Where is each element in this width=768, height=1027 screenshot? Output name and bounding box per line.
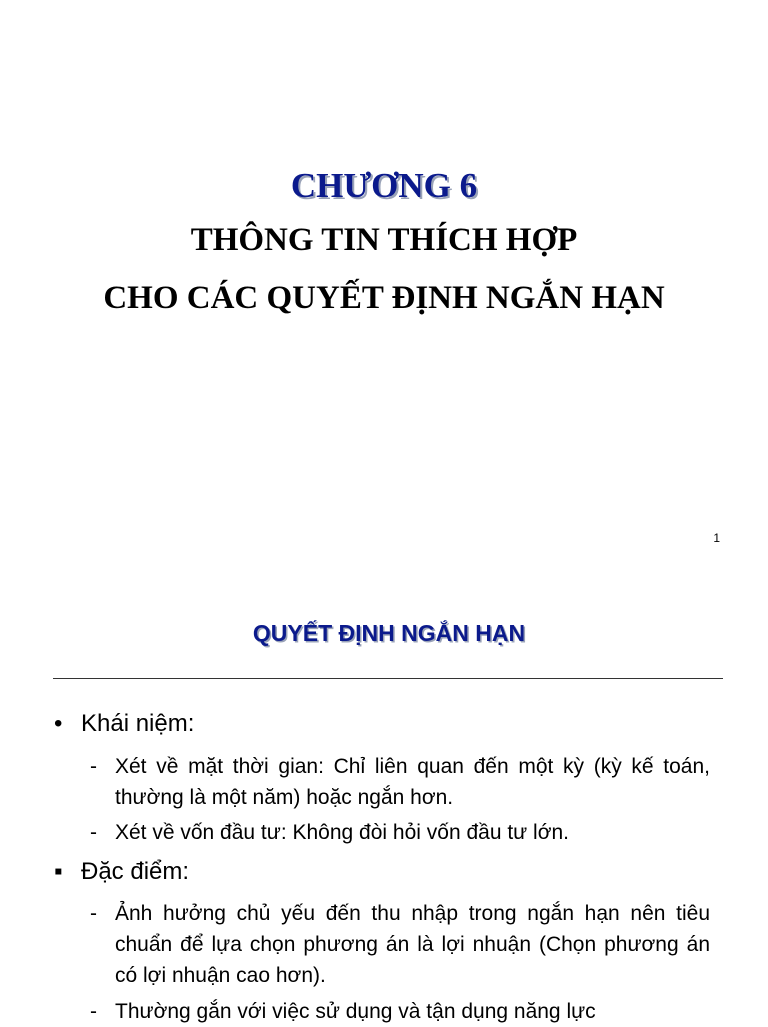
page-number: 1 — [713, 531, 720, 545]
slide-heading: QUYẾT ĐỊNH NGẮN HẠN — [252, 620, 526, 646]
dash-marker: - — [90, 1000, 97, 1023]
bullet-square-icon: ▪ — [54, 858, 63, 885]
sub-item-text: Thường gắn với việc sử dụng và tận dụng năng lực — [115, 1000, 596, 1023]
sub-item-text: Ảnh hưởng chủ yếu đến thu nhập trong ngắn hạn nên tiêu chuẩn để lựa chọn phương án là lợi nhuận (Chọn phương án có lợi nhuận cao hơn). — [115, 902, 710, 987]
slide-title-line-2: CHO CÁC QUYẾT ĐỊNH NGẮN HẠN — [103, 280, 665, 316]
bullet-dot-icon: • — [54, 710, 63, 737]
dash-marker: - — [90, 755, 97, 778]
chapter-heading: CHƯƠNG 6 — [290, 166, 478, 205]
bullet-label: Đặc điểm: — [81, 858, 190, 885]
slide-title-line-1: THÔNG TIN THÍCH HỢP — [190, 222, 578, 258]
sub-item-text: Xét về vốn đầu tư: Không đòi hỏi vốn đầu tư lớn. — [115, 821, 570, 844]
dash-marker: - — [90, 821, 97, 844]
heading-divider — [53, 678, 723, 679]
dash-marker: - — [90, 902, 97, 925]
slide-2 — [0, 576, 768, 1024]
bullet-label: Khái niệm: — [81, 710, 195, 737]
sub-item-text: Xét về mặt thời gian: Chỉ liên quan đến một kỳ (kỳ kế toán, thường là một năm) hoặc ngắn hơn. — [115, 755, 710, 809]
